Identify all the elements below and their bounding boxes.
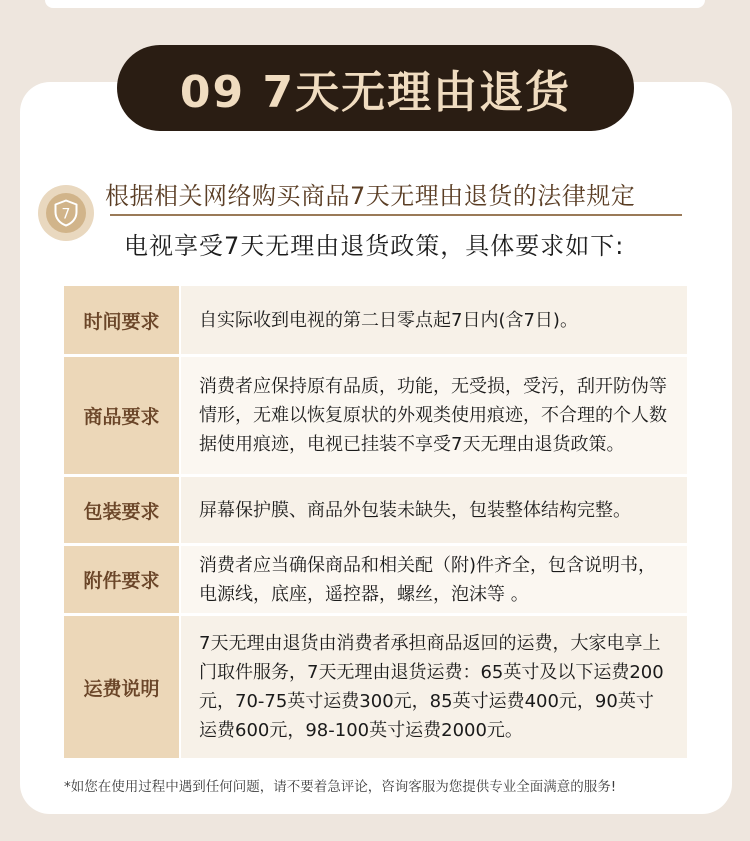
table-row [64, 616, 687, 758]
row-text-time: 自实际收到电视的第二日零点起7日内(含7日)。 [181, 286, 687, 354]
table-row [64, 546, 687, 613]
law-heading: 根据相关网络购买商品7天无理由退货的法律规定 [105, 182, 636, 210]
shield-badge-icon [38, 185, 94, 241]
section-title: 09 7天无理由退货 [179, 67, 572, 118]
policy-subheading: 电视享受7天无理由退货政策，具体要求如下: [124, 232, 625, 260]
row-text-packaging: 屏幕保护膜、商品外包装未缺失，包装整体结构完整。 [181, 477, 687, 543]
row-label-packaging: 包装要求 [64, 477, 179, 543]
shield-icon [53, 199, 79, 227]
row-label-shipping: 运费说明 [64, 616, 179, 758]
row-label-goods: 商品要求 [64, 357, 179, 474]
table-row [64, 286, 687, 354]
table-row [64, 357, 687, 474]
row-label-time: 时间要求 [64, 286, 179, 354]
service-footnote: *如您在使用过程中遇到任何问题，请不要着急评论，咨询客服为您提供专业全面满意的服务! [64, 779, 617, 795]
row-text-shipping: 7天无理由退货由消费者承担商品返回的运费，大家电享上门取件服务，7天无理由退货运费：65英寸及以下运费200元，70-75英寸运费300元，85英寸运费400元，90英寸运费600元，98-100英寸运费2000元。 [181, 616, 687, 758]
heading-divider [110, 214, 682, 216]
row-text-accessories: 消费者应当确保商品和相关配（附)件齐全，包含说明书，电源线，底座，遥控器，螺丝，泡沫等 。 [181, 546, 687, 613]
badge-number: 7 [61, 206, 71, 223]
table-row [64, 477, 687, 543]
row-text-goods: 消费者应保持原有品质，功能，无受损，受污，刮开防伪等情形，无难以恢复原状的外观类使用痕迹，不合理的个人数据使用痕迹，电视已挂装不享受7天无理由退货政策。 [181, 357, 687, 474]
section-title-banner [117, 45, 634, 131]
row-label-accessories: 附件要求 [64, 546, 179, 613]
policy-requirements-table [64, 286, 687, 758]
top-card-edge [45, 0, 705, 8]
